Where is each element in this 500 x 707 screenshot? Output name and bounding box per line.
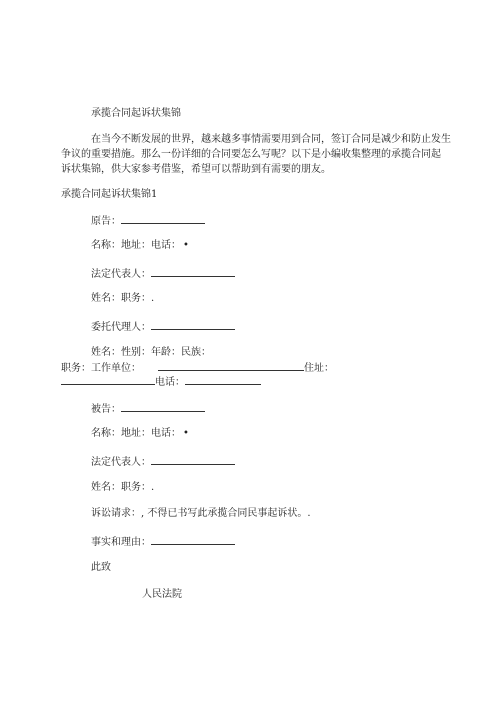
work-unit-label: 职务：工作单位： [61, 363, 141, 374]
facts-label: 事实和理由： [91, 537, 151, 548]
plaintiff-row [91, 213, 205, 229]
closing-row: 此致 [91, 562, 111, 573]
court-row: 人民法院 [142, 589, 182, 600]
defendant-label: 被告： [91, 404, 121, 415]
legal-rep-row-2 [91, 454, 235, 470]
defendant-info: 名称：地址：电话： [91, 428, 181, 439]
agent-row [91, 319, 235, 335]
plaintiff-info: 名称：地址：电话： [91, 240, 181, 251]
facts-blank [151, 534, 235, 545]
defendant-blank [121, 401, 205, 412]
intro-line-3: 诉状集锦，供大家参考借鉴，希望可以帮助到有需要的朋友。 [61, 164, 331, 175]
bullet-mark-2: • [183, 428, 189, 439]
legal-rep-label: 法定代表人： [91, 269, 151, 280]
intro-line-1: 在当今不断发展的世界，越来越多事情需要用到合同，签订合同是减少和防止发生 [91, 134, 451, 145]
bullet-mark: • [183, 240, 189, 251]
phone-blank [185, 374, 261, 385]
name-job-row: 姓名：职务：. [91, 293, 155, 304]
work-unit-blank [158, 360, 304, 371]
plaintiff-label: 原告： [91, 216, 121, 227]
address-blank [61, 374, 155, 385]
agent-label: 委托代理人： [91, 322, 151, 333]
name-job-row-2: 姓名：职务：. [91, 482, 155, 493]
plaintiff-blank [121, 213, 205, 224]
legal-rep-row [91, 266, 235, 282]
agent-info-row: 姓名：性别：年龄：民族： [91, 347, 211, 358]
phone-label: 电话： [155, 377, 185, 388]
intro-line-2: 争议的重要措施。那么一份详细的合同要怎么写呢？以下是小编收集整理的承揽合同起 [61, 149, 441, 160]
address-label: 住址： [304, 363, 334, 374]
legal-rep-blank [151, 266, 235, 277]
document-title: 承揽合同起诉状集锦 [91, 108, 181, 119]
address-phone-row [61, 374, 261, 390]
plaintiff-info-row [91, 239, 189, 253]
agent-blank [151, 319, 235, 330]
legal-rep-blank-2 [151, 454, 235, 465]
legal-rep-label-2: 法定代表人： [91, 457, 151, 468]
facts-row [91, 534, 235, 550]
defendant-info-row [91, 427, 189, 441]
claims-row: 诉讼请求：, 不得已书写此承揽合同民事起诉状。. [91, 508, 311, 519]
defendant-row [91, 401, 205, 417]
section-title: 承揽合同起诉状集锦1 [61, 189, 158, 200]
